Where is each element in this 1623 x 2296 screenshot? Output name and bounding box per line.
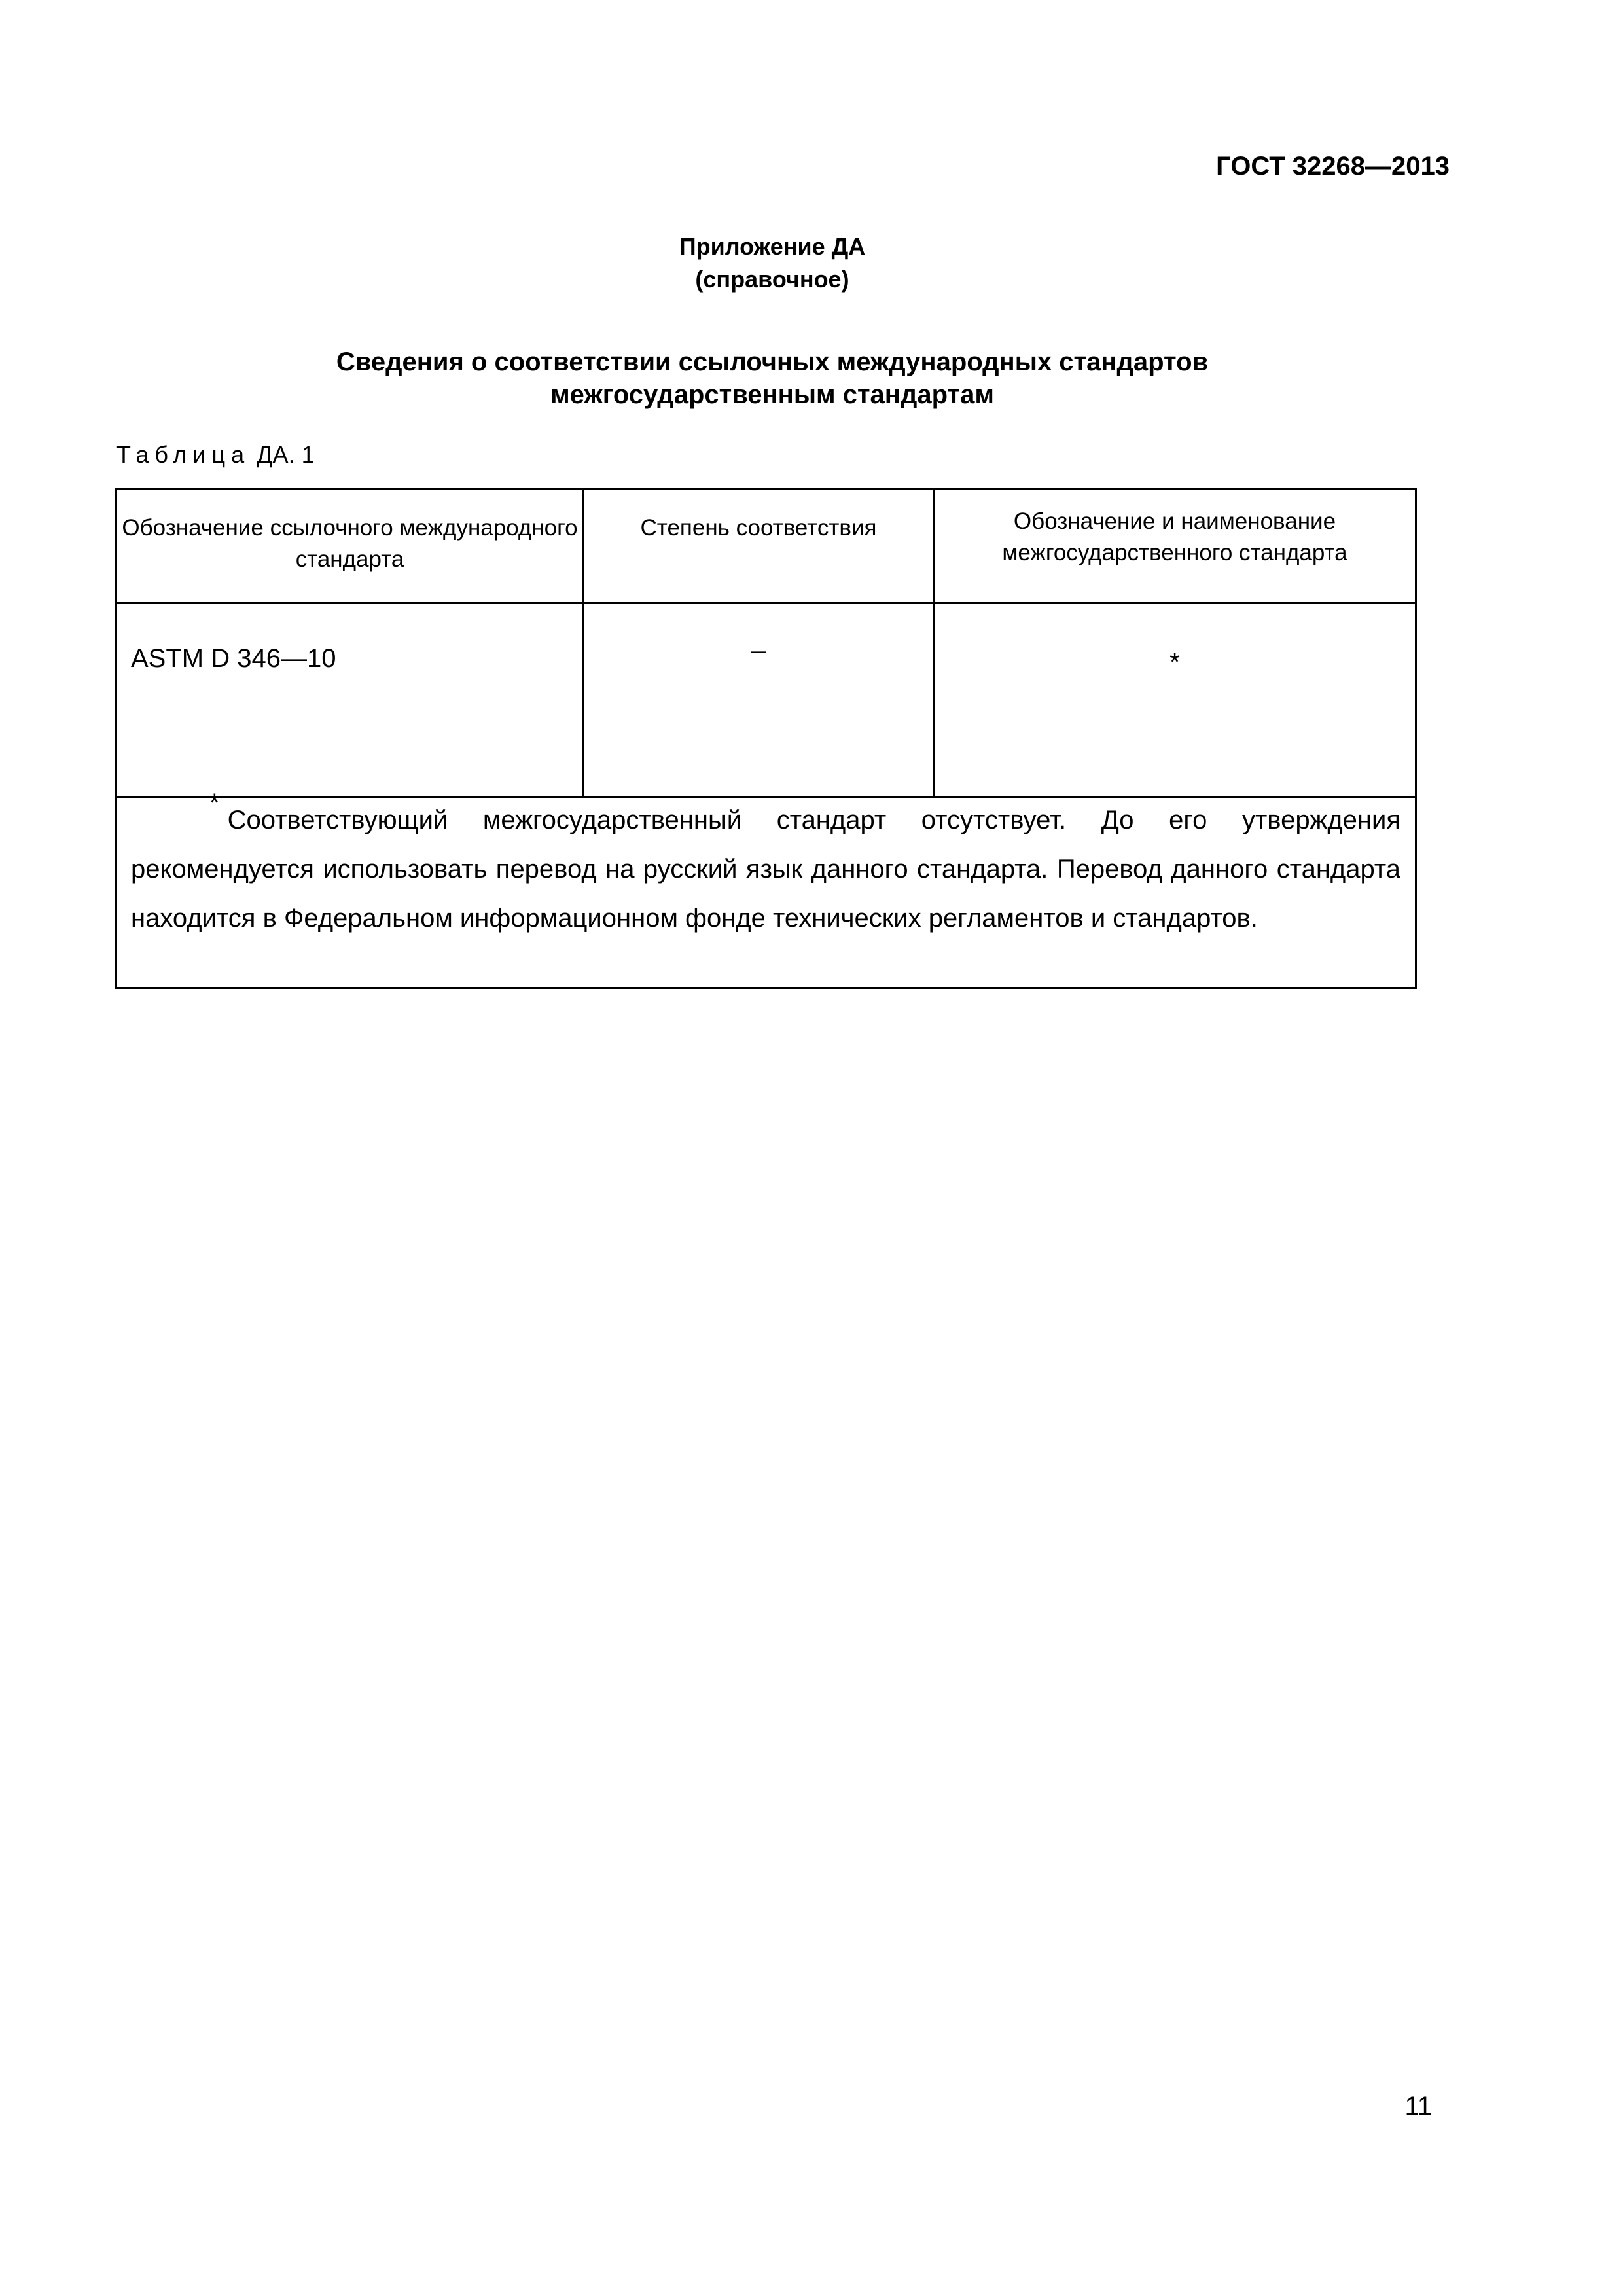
section-heading <box>0 346 1544 411</box>
table-header-divider <box>115 602 1417 604</box>
table-cell-international-standard: ASTM D 346—10 <box>131 644 336 673</box>
page-number: 11 <box>1404 2092 1432 2121</box>
footnote-mark: * <box>209 789 220 817</box>
appendix-title: Приложение ДА <box>679 233 866 260</box>
table-label-prefix: Таблица <box>116 441 251 468</box>
column-header-interstate: Обозначение и наименование межгосударственного стандарта <box>1002 509 1347 565</box>
appendix-status: (справочное) <box>695 266 849 293</box>
table-border-bottom <box>115 987 1417 989</box>
document-code: ГОСТ 32268—2013 <box>1216 152 1450 181</box>
heading-line-1: Сведения о соответствии ссылочных международных стандартов <box>336 348 1209 376</box>
table-cell-interstate-standard: * <box>1169 648 1180 677</box>
table-label <box>116 441 315 469</box>
table-cell-degree: – <box>751 636 766 665</box>
table-label-number: ДА. 1 <box>257 441 315 468</box>
table-border-top <box>115 488 1417 490</box>
column-header-international: Обозначение ссылочного международного стандарта <box>122 515 578 572</box>
column-header-degree: Степень соответствия <box>640 515 877 541</box>
footnote-text: Соответствующий межгосударственный стандарт отсутствует. До его утверждения рекомендуется использовать перевод на русский язык данного стандарта. Перевод данного стандарта находится в Федеральном информационном фонде технических регламентов и стандартов. <box>131 806 1400 933</box>
appendix-block <box>0 230 1544 296</box>
heading-line-2: межгосударственным стандартам <box>550 380 994 409</box>
table-footnote <box>131 789 1400 943</box>
table-border-right <box>1415 488 1417 989</box>
